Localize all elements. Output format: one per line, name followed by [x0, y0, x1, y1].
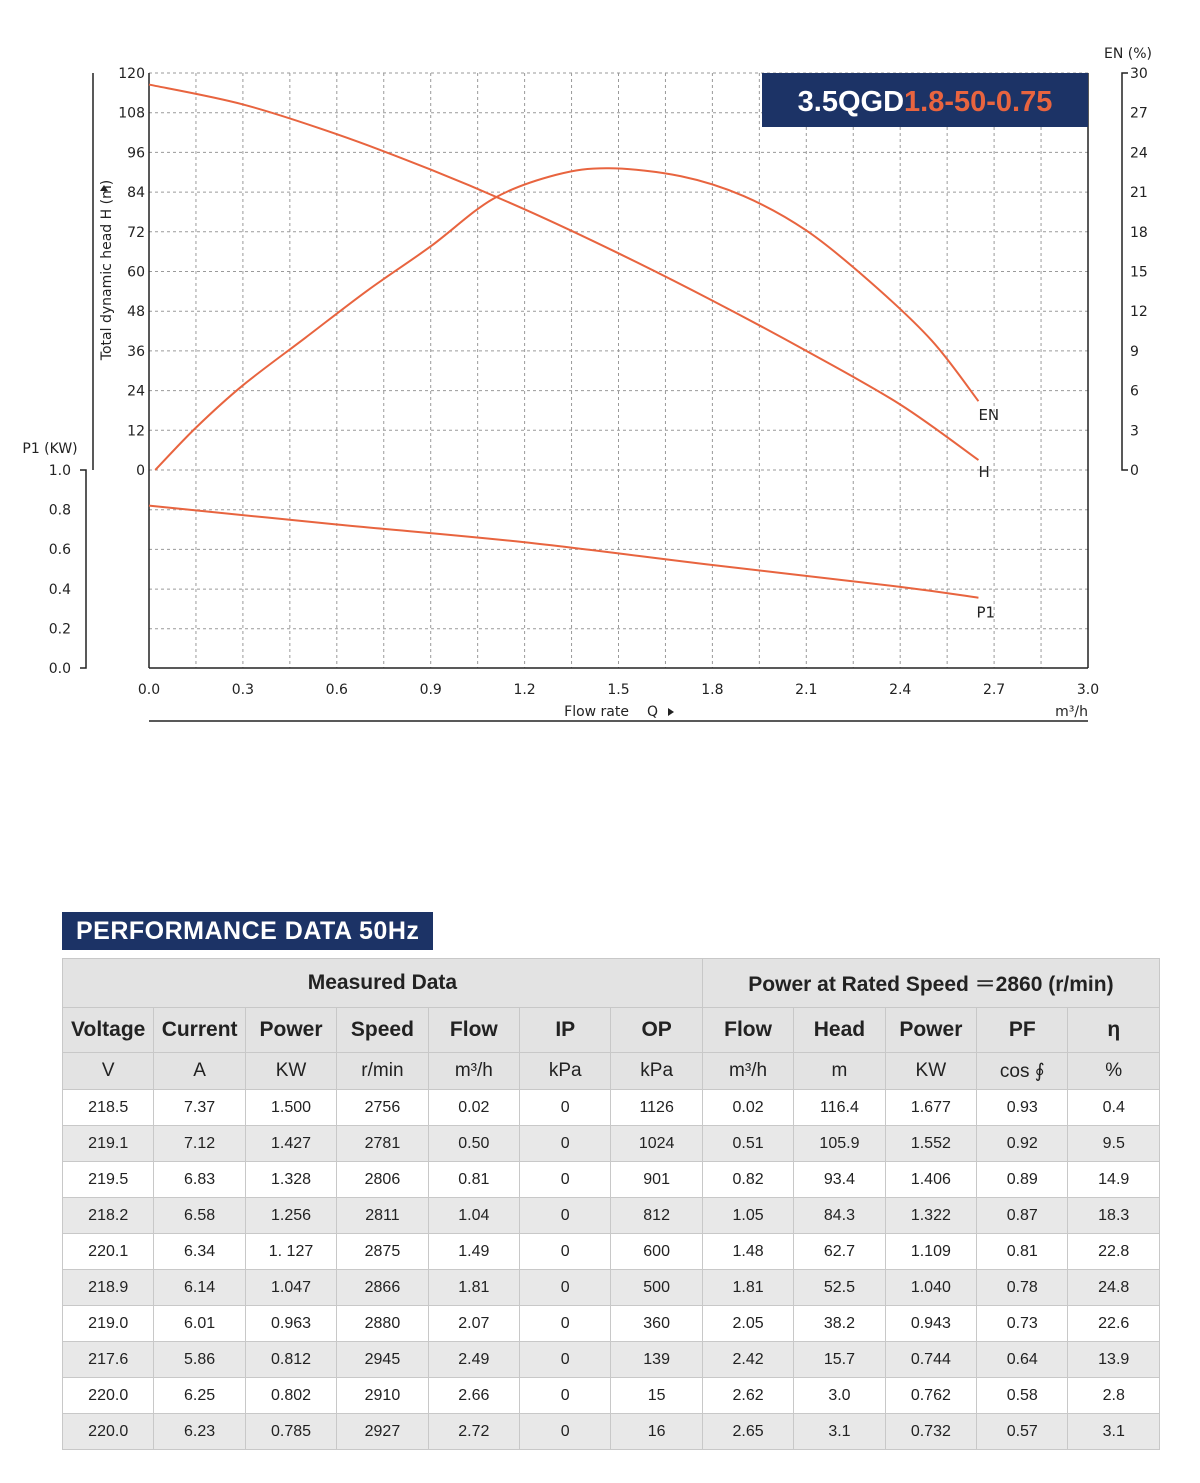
table-cell: 6.23: [154, 1414, 245, 1450]
table-cell: 84.3: [794, 1198, 885, 1234]
table-row: [63, 1162, 1160, 1198]
table-cell: 0.81: [428, 1162, 519, 1198]
table-cell: 6.14: [154, 1270, 245, 1306]
table-cell: 2.8: [1068, 1378, 1160, 1414]
column-header: Power: [245, 1008, 336, 1053]
table-cell: 116.4: [794, 1090, 885, 1126]
head-tick-label: 48: [127, 304, 145, 321]
efficiency-tick-label: 24: [1130, 145, 1148, 162]
head-tick-label: 24: [127, 383, 145, 400]
model-badge-text: [798, 86, 1053, 118]
table-cell: 0.51: [702, 1126, 793, 1162]
table-cell: 218.2: [63, 1198, 154, 1234]
table-cell: 2781: [337, 1126, 428, 1162]
efficiency-tick-label: 9: [1130, 343, 1139, 360]
table-cell: 2.65: [702, 1414, 793, 1450]
table-cell: 24.8: [1068, 1270, 1160, 1306]
power-tick-label: 0.4: [48, 581, 71, 598]
table-cell: 7.37: [154, 1090, 245, 1126]
column-header: OP: [611, 1008, 702, 1053]
x-tick-label: 2.7: [982, 682, 1006, 698]
column-header: Speed: [337, 1008, 428, 1053]
table-cell: 901: [611, 1162, 702, 1198]
table-cell: 220.0: [63, 1378, 154, 1414]
column-unit: %: [1068, 1053, 1160, 1090]
table-cell: 0.81: [977, 1234, 1068, 1270]
efficiency-tick-label: 30: [1130, 66, 1148, 82]
table-cell: 1.81: [702, 1270, 793, 1306]
table-cell: 52.5: [794, 1270, 885, 1306]
table-row: [63, 1198, 1160, 1234]
table-cell: 219.1: [63, 1126, 154, 1162]
en-curve: [155, 168, 978, 470]
h-curve-label: H: [978, 463, 990, 482]
table-cell: 0.50: [428, 1126, 519, 1162]
table-cell: 1. 127: [245, 1234, 336, 1270]
column-unit: m: [794, 1053, 885, 1090]
x-tick-label: 0.0: [137, 682, 161, 698]
table-cell: 2927: [337, 1414, 428, 1450]
x-tick-label: 0.3: [231, 682, 255, 698]
column-units-row: [63, 1053, 1160, 1090]
x-tick-label: 0.6: [325, 682, 348, 698]
power-tick-label: 0.6: [48, 542, 71, 559]
column-header: IP: [520, 1008, 611, 1053]
table-cell: 1.047: [245, 1270, 336, 1306]
table-row: [63, 1342, 1160, 1378]
efficiency-tick-label: 18: [1130, 224, 1148, 241]
efficiency-tick-label: 6: [1130, 383, 1139, 400]
table-cell: 3.1: [794, 1414, 885, 1450]
head-tick-label: 36: [127, 343, 145, 360]
table-cell: 1.427: [245, 1126, 336, 1162]
performance-curve-chart: [0, 0, 1200, 740]
table-cell: 812: [611, 1198, 702, 1234]
x-tick-label: 0.9: [419, 682, 442, 698]
power-tick-label: 1.0: [48, 463, 71, 479]
table-cell: 0.785: [245, 1414, 336, 1450]
table-cell: 18.3: [1068, 1198, 1160, 1234]
table-cell: 1.109: [885, 1234, 976, 1270]
column-header: Flow: [428, 1008, 519, 1053]
power-tick-label: 0.8: [48, 502, 71, 519]
column-unit: m³/h: [428, 1053, 519, 1090]
table-cell: 22.8: [1068, 1234, 1160, 1270]
x-tick-label: 1.8: [701, 682, 724, 698]
column-header: Current: [154, 1008, 245, 1053]
table-cell: 1.04: [428, 1198, 519, 1234]
table-cell: 22.6: [1068, 1306, 1160, 1342]
column-unit: V: [63, 1053, 154, 1090]
table-cell: 220.0: [63, 1414, 154, 1450]
table-cell: 0: [520, 1198, 611, 1234]
column-header: PF: [977, 1008, 1068, 1053]
table-cell: 6.83: [154, 1162, 245, 1198]
table-cell: 217.6: [63, 1342, 154, 1378]
p1-curve: [149, 506, 978, 598]
table-cell: 0.802: [245, 1378, 336, 1414]
model-badge: [762, 73, 1088, 127]
head-tick-label: 0: [136, 463, 145, 479]
table-cell: 2.05: [702, 1306, 793, 1342]
table-row: [63, 1414, 1160, 1450]
table-cell: 2.49: [428, 1342, 519, 1378]
table-row: [63, 1126, 1160, 1162]
table-cell: 0: [520, 1234, 611, 1270]
table-cell: 0.82: [702, 1162, 793, 1198]
table-cell: 0.58: [977, 1378, 1068, 1414]
column-unit: KW: [885, 1053, 976, 1090]
table-cell: 0: [520, 1306, 611, 1342]
table-cell: 5.86: [154, 1342, 245, 1378]
table-cell: 0.812: [245, 1342, 336, 1378]
table-cell: 1.677: [885, 1090, 976, 1126]
column-unit: kPa: [611, 1053, 702, 1090]
x-axis-arrow: [668, 708, 674, 716]
efficiency-tick-label: 12: [1130, 304, 1148, 321]
table-cell: 13.9: [1068, 1342, 1160, 1378]
y-axis-label-efficiency: EN (%): [1104, 46, 1152, 62]
efficiency-tick-label: 21: [1130, 185, 1148, 202]
model-suffix: 1.8-50-0.75: [904, 86, 1053, 118]
table-cell: 219.5: [63, 1162, 154, 1198]
table-cell: 2811: [337, 1198, 428, 1234]
table-cell: 7.12: [154, 1126, 245, 1162]
table-cell: 1.05: [702, 1198, 793, 1234]
table-cell: 219.0: [63, 1306, 154, 1342]
performance-title: PERFORMANCE DATA 50Hz: [62, 912, 433, 950]
h-curve: [149, 85, 978, 460]
table-cell: 600: [611, 1234, 702, 1270]
table-cell: 105.9: [794, 1126, 885, 1162]
axes: [80, 73, 1128, 721]
table-cell: 220.1: [63, 1234, 154, 1270]
table-cell: 0: [520, 1342, 611, 1378]
column-unit: A: [154, 1053, 245, 1090]
group-measured-data: Measured Data: [63, 959, 703, 1008]
efficiency-axis-line: [1122, 73, 1128, 470]
table-cell: 500: [611, 1270, 702, 1306]
x-tick-label: 2.1: [795, 682, 818, 698]
table-cell: 0.73: [977, 1306, 1068, 1342]
table-cell: 0.64: [977, 1342, 1068, 1378]
performance-table: [62, 958, 1160, 1450]
head-tick-label: 12: [127, 423, 145, 440]
x-tick-label: 2.4: [889, 682, 912, 698]
table-cell: 38.2: [794, 1306, 885, 1342]
table-cell: 14.9: [1068, 1162, 1160, 1198]
performance-data-section: [62, 912, 1160, 1450]
table-row: [63, 1270, 1160, 1306]
table-cell: 15: [611, 1378, 702, 1414]
table-cell: 0.57: [977, 1414, 1068, 1450]
p1-curve-label: P1: [976, 603, 996, 622]
curves: [149, 85, 999, 622]
table-cell: 139: [611, 1342, 702, 1378]
table-cell: 1.406: [885, 1162, 976, 1198]
table-cell: 1.48: [702, 1234, 793, 1270]
table-cell: 2756: [337, 1090, 428, 1126]
table-cell: 6.34: [154, 1234, 245, 1270]
table-cell: 0: [520, 1378, 611, 1414]
y-axis-label-power: P1 (KW): [22, 441, 78, 457]
table-cell: 0.02: [428, 1090, 519, 1126]
group-rated-speed: Power at Rated Speed ＝2860 (r/min): [702, 959, 1159, 1008]
column-unit: kPa: [520, 1053, 611, 1090]
head-tick-label: 72: [127, 224, 145, 241]
table-cell: 0.92: [977, 1126, 1068, 1162]
column-header: Head: [794, 1008, 885, 1053]
table-cell: 1.328: [245, 1162, 336, 1198]
x-axis-symbol: Q: [647, 704, 659, 720]
column-header: Voltage: [63, 1008, 154, 1053]
table-cell: 2910: [337, 1378, 428, 1414]
efficiency-tick-label: 27: [1130, 105, 1148, 122]
x-axis-unit: m³/h: [1055, 704, 1088, 720]
chart-svg: [0, 0, 1200, 740]
table-cell: 0.02: [702, 1090, 793, 1126]
table-cell: 2875: [337, 1234, 428, 1270]
head-tick-label: 120: [118, 66, 145, 82]
table-cell: 0.93: [977, 1090, 1068, 1126]
table-cell: 0: [520, 1414, 611, 1450]
table-cell: 0.732: [885, 1414, 976, 1450]
table-cell: 0: [520, 1126, 611, 1162]
power-tick-label: 0.2: [48, 621, 71, 638]
efficiency-tick-label: 3: [1130, 423, 1139, 440]
y-axis-label-head: Total dynamic head H (m): [99, 179, 115, 361]
table-cell: 2880: [337, 1306, 428, 1342]
table-cell: 9.5: [1068, 1126, 1160, 1162]
table-row: [63, 1090, 1160, 1126]
table-cell: 0.744: [885, 1342, 976, 1378]
column-header: η: [1068, 1008, 1160, 1053]
efficiency-tick-label: 15: [1130, 264, 1148, 281]
table-cell: 16: [611, 1414, 702, 1450]
table-cell: 6.58: [154, 1198, 245, 1234]
column-header: Flow: [702, 1008, 793, 1053]
model-prefix: 3.5QGD: [797, 86, 905, 118]
table-cell: 0: [520, 1162, 611, 1198]
table-cell: 62.7: [794, 1234, 885, 1270]
column-unit: cos ∮: [977, 1053, 1068, 1090]
table-cell: 2.72: [428, 1414, 519, 1450]
table-cell: 1126: [611, 1090, 702, 1126]
table-cell: 1.040: [885, 1270, 976, 1306]
table-cell: 360: [611, 1306, 702, 1342]
table-cell: 0.87: [977, 1198, 1068, 1234]
table-cell: 0.963: [245, 1306, 336, 1342]
table-cell: 0.78: [977, 1270, 1068, 1306]
efficiency-tick-label: 0: [1130, 463, 1139, 479]
table-cell: 6.01: [154, 1306, 245, 1342]
column-header: Power: [885, 1008, 976, 1053]
table-cell: 1.322: [885, 1198, 976, 1234]
x-tick-label: 3.0: [1076, 682, 1100, 698]
table-cell: 218.9: [63, 1270, 154, 1306]
column-unit: m³/h: [702, 1053, 793, 1090]
head-tick-label: 108: [118, 105, 145, 122]
table-row: [63, 1306, 1160, 1342]
table-cell: 2.62: [702, 1378, 793, 1414]
table-cell: 15.7: [794, 1342, 885, 1378]
column-names-row: [63, 1008, 1160, 1053]
table-cell: 0: [520, 1270, 611, 1306]
table-cell: 1024: [611, 1126, 702, 1162]
table-cell: 2866: [337, 1270, 428, 1306]
table-cell: 0.89: [977, 1162, 1068, 1198]
table-cell: 218.5: [63, 1090, 154, 1126]
table-cell: 6.25: [154, 1378, 245, 1414]
table-cell: 0.943: [885, 1306, 976, 1342]
table-cell: 93.4: [794, 1162, 885, 1198]
table-cell: 1.256: [245, 1198, 336, 1234]
table-cell: 1.552: [885, 1126, 976, 1162]
table-cell: 2.42: [702, 1342, 793, 1378]
en-curve-label: EN: [978, 406, 1000, 425]
table-cell: 2806: [337, 1162, 428, 1198]
table-row: [63, 1378, 1160, 1414]
table-cell: 1.500: [245, 1090, 336, 1126]
table-cell: 0.4: [1068, 1090, 1160, 1126]
table-cell: 2.66: [428, 1378, 519, 1414]
table-cell: 0: [520, 1090, 611, 1126]
table-cell: 2945: [337, 1342, 428, 1378]
table-cell: 0.762: [885, 1378, 976, 1414]
table-cell: 3.1: [1068, 1414, 1160, 1450]
x-tick-label: 1.5: [607, 682, 630, 698]
x-tick-label: 1.2: [513, 682, 536, 698]
power-tick-label: 0.0: [48, 661, 71, 677]
column-unit: r/min: [337, 1053, 428, 1090]
x-axis-label: Flow rate: [564, 704, 629, 720]
performance-table-body: [63, 1090, 1160, 1450]
grid-lines: [149, 73, 1088, 668]
head-tick-label: 84: [127, 185, 145, 202]
power-axis-line: [80, 470, 86, 668]
head-tick-label: 96: [127, 145, 145, 162]
table-cell: 3.0: [794, 1378, 885, 1414]
table-row: [63, 1234, 1160, 1270]
head-tick-label: 60: [127, 264, 145, 281]
column-unit: KW: [245, 1053, 336, 1090]
table-cell: 1.81: [428, 1270, 519, 1306]
table-cell: 2.07: [428, 1306, 519, 1342]
table-cell: 1.49: [428, 1234, 519, 1270]
